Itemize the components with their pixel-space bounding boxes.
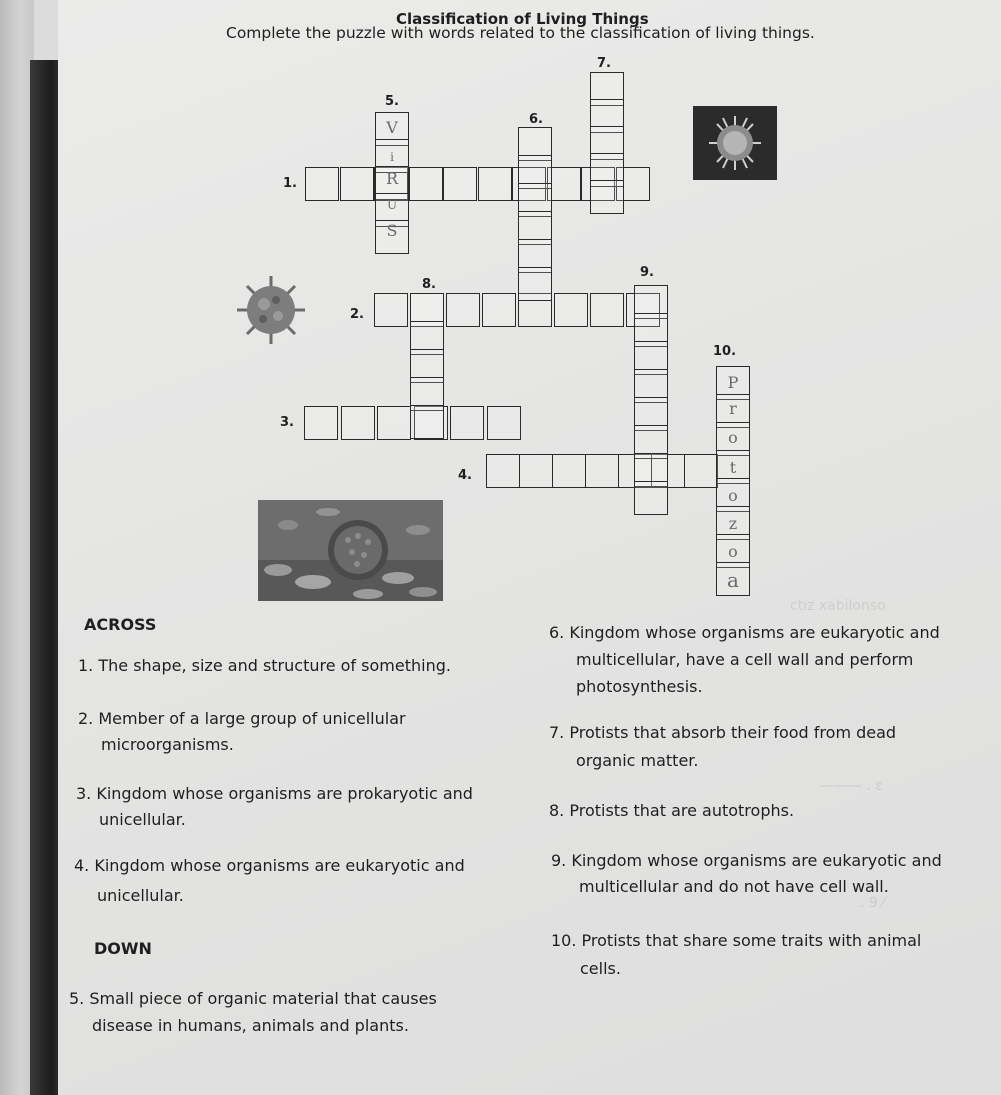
clue-number-10: 10. [713, 344, 737, 359]
clue-5-down: 5. Small piece of organic material that causes [69, 989, 437, 1008]
crossword-cell[interactable] [304, 406, 338, 440]
instruction-text: Complete the puzzle with words related to the classification of living things. [226, 24, 815, 42]
handwritten-letter: t [729, 458, 737, 477]
bacteria-micrograph-image [258, 500, 443, 601]
crossword-cell[interactable] [590, 180, 624, 214]
clue-6-down-line3: photosynthesis. [576, 677, 703, 696]
binder-spine [30, 60, 60, 1095]
handwritten-letter: r [729, 399, 737, 418]
clue-9-down: 9. Kingdom whose organisms are eukaryotic and [551, 851, 942, 870]
clue-1-across: 1. The shape, size and structure of something. [78, 656, 451, 675]
crossword-cell[interactable] [409, 167, 443, 201]
clue-number-7: 7. [597, 56, 611, 71]
crossword-cell[interactable] [340, 167, 374, 201]
clue-number-8: 8. [422, 277, 436, 292]
clue-6-down: 6. Kingdom whose organisms are eukaryotic and [549, 623, 940, 642]
handwritten-letter: V [386, 118, 398, 137]
crossword-cell[interactable] [634, 481, 668, 515]
clue-4-across-line2: unicellular. [97, 886, 184, 905]
clue-10-down: 10. Protists that share some traits with animal [551, 931, 922, 950]
crossword-cell[interactable] [684, 454, 718, 488]
clue-number-5: 5. [385, 94, 399, 109]
handwritten-letter: R [385, 169, 399, 188]
crossword-cell[interactable] [443, 167, 477, 201]
handwritten-letter: P [727, 373, 739, 392]
clue-3-across: 3. Kingdom whose organisms are prokaryotic and [76, 784, 473, 803]
crossword-cell[interactable] [487, 406, 521, 440]
crossword-cell[interactable] [341, 406, 375, 440]
show-through: ——— . ε [820, 778, 883, 794]
clue-4-across: 4. Kingdom whose organisms are eukaryotic and [74, 856, 465, 875]
binder-edge [0, 0, 34, 1095]
clue-6-down-line2: multicellular, have a cell wall and perform [576, 650, 914, 669]
crossword-cell[interactable] [410, 405, 444, 439]
crossword-cell[interactable] [554, 293, 588, 327]
handwritten-letter: o [728, 486, 738, 505]
clue-number-4: 4. [458, 468, 472, 483]
show-through: ctiz xabilonso [790, 598, 886, 614]
clue-number-3: 3. [280, 415, 294, 430]
clue-7-down-line2: organic matter. [576, 751, 699, 770]
clue-9-down-line2: multicellular and do not have cell wall. [579, 877, 889, 896]
crossword-cell[interactable] [518, 267, 552, 301]
virus-illustration-image [236, 274, 306, 346]
crossword-cell[interactable] [446, 293, 480, 327]
handwritten-letter: S [386, 221, 398, 240]
crossword-cell[interactable] [486, 454, 520, 488]
across-heading: ACROSS [84, 615, 157, 634]
handwritten-letter: z [728, 514, 738, 533]
handwritten-letter: o [728, 428, 738, 447]
crossword-cell[interactable] [519, 454, 553, 488]
clue-5-down-line2: disease in humans, animals and plants. [92, 1016, 409, 1035]
crossword-cell[interactable] [377, 406, 411, 440]
virus-image [693, 106, 777, 180]
clue-number-2: 2. [350, 307, 364, 322]
handwritten-letter: i [390, 150, 394, 164]
clue-2-across-line2: microorganisms. [101, 735, 234, 754]
crossword-cell[interactable] [482, 293, 516, 327]
handwritten-letter: U [386, 198, 398, 212]
crossword-cell[interactable] [305, 167, 339, 201]
crossword-cell[interactable] [590, 293, 624, 327]
down-heading: DOWN [94, 939, 152, 958]
worksheet-title: Classification of Living Things [396, 10, 649, 28]
clue-number-9: 9. [640, 265, 654, 280]
crossword-cell[interactable] [374, 293, 408, 327]
clue-number-1: 1. [283, 176, 297, 191]
show-through: . 9 ⁄ [860, 895, 885, 911]
crossword-cell[interactable] [450, 406, 484, 440]
handwritten-letter: o [728, 542, 738, 561]
clue-number-6: 6. [529, 112, 543, 127]
clue-7-down: 7. Protists that absorb their food from dead [549, 723, 897, 742]
handwritten-letter: a [727, 568, 739, 592]
clue-10-down-line2: cells. [580, 959, 621, 978]
crossword-cell[interactable] [552, 454, 586, 488]
crossword-cell[interactable] [478, 167, 512, 201]
clue-2-across: 2. Member of a large group of unicellular [78, 709, 406, 728]
clue-8-down: 8. Protists that are autotrophs. [549, 801, 795, 820]
crossword-cell[interactable] [585, 454, 619, 488]
clue-3-across-line2: unicellular. [99, 810, 186, 829]
